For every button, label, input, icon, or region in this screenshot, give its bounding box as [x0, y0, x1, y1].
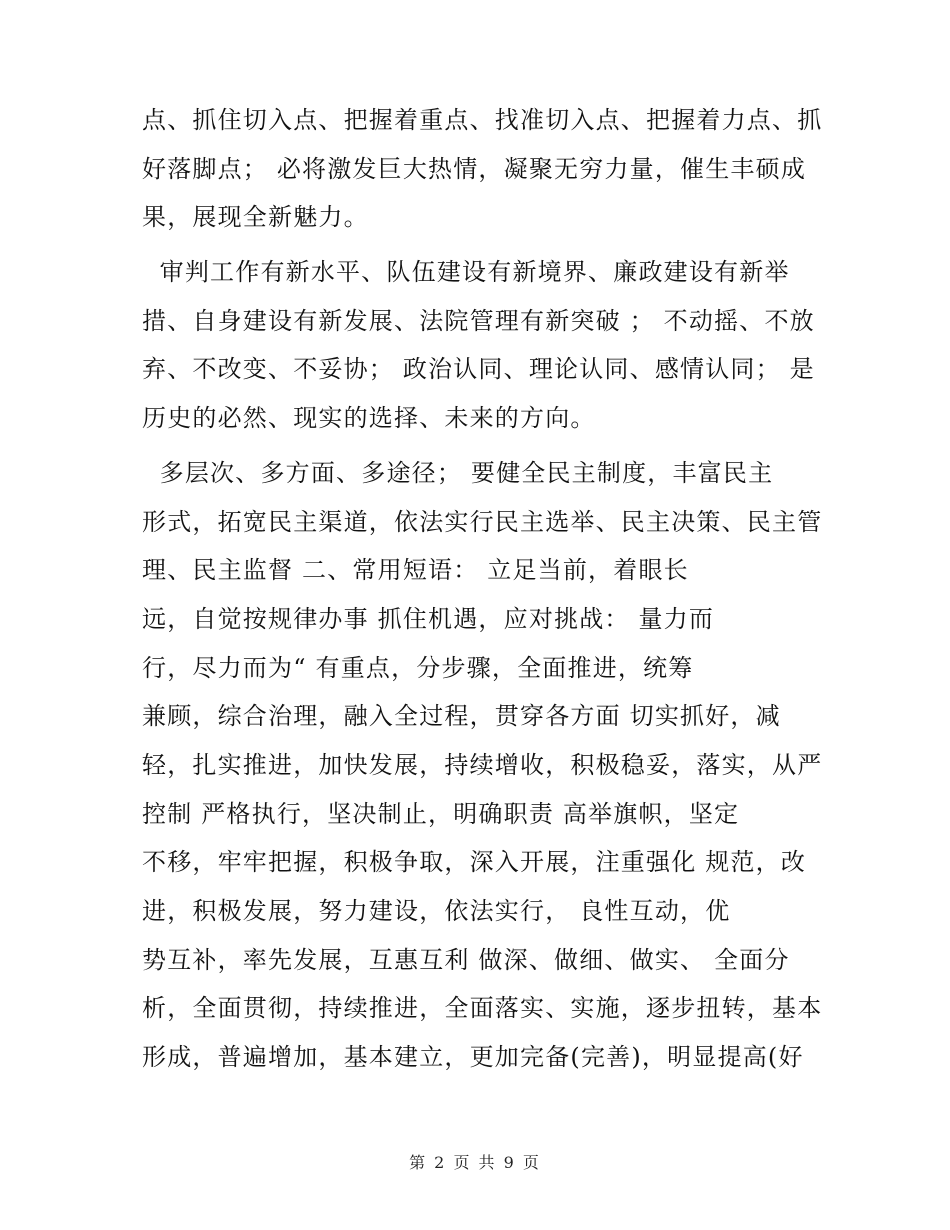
text-line: 审判工作有新水平、队伍建设有新境界、廉政建设有新举	[142, 258, 790, 287]
text-line: 控制 严格执行，坚决制止，明确职责 高举旗帜，坚定	[142, 799, 740, 828]
text-line: 点、抓住切入点、把握着重点、找准切入点、把握着力点、抓	[142, 106, 823, 134]
text-line: 势互补，率先发展，互惠互利 做深、做细、做实、 全面分	[142, 945, 790, 974]
body-text	[142, 96, 822, 1082]
text-line: 进，积极发展，努力建设，依法实行， 良性互动，优	[142, 897, 731, 925]
text-line: 不移，牢牢把握，积极争取，深入开展，注重强化 规范，改	[142, 848, 807, 877]
text-line: 行，尽力而为“ 有重点，分步骤，全面推进，统筹	[142, 653, 694, 682]
text-line: 理、民主监督 二、常用短语： 立足当前，着眼长	[142, 556, 689, 585]
text-line: 析，全面贯彻，持续推进，全面落实、实施，逐步扭转，基本	[142, 994, 823, 1023]
text-line: 兼顾，综合治理，融入全过程，贯穿各方面 切实抓好，减	[142, 702, 781, 731]
text-line: 轻，扎实推进，加快发展，持续增收，积极稳妥，落实，从严	[142, 750, 823, 779]
text-line: 历史的必然、现实的选择、未来的方向。	[142, 404, 596, 433]
page-footer: 第 2 页 共 9 页	[409, 1153, 541, 1172]
text-line: 弃、不改变、不妥协； 政治认同、理论认同、感情认同； 是	[142, 355, 815, 384]
text-line: 形式，拓宽民主渠道，依法实行民主选举、民主决策、民主管	[142, 507, 823, 536]
text-line: 形成，普遍增加，基本建立，更加完备(完善)，明显提高(好	[142, 1043, 804, 1072]
text-line: 多层次、多方面、多途径； 要健全民主制度，丰富民主	[142, 458, 774, 487]
text-line: 远，自觉按规律办事 抓住机遇，应对挑战： 量力而	[142, 604, 715, 633]
text-line: 果，展现全新魅力。	[142, 203, 369, 232]
text-line: 好落脚点； 必将激发巨大热情，凝聚无穷力量，催生丰硕成	[142, 154, 807, 183]
text-line: 措、自身建设有新发展、法院管理有新突破 ； 不动摇、不放	[142, 306, 815, 335]
